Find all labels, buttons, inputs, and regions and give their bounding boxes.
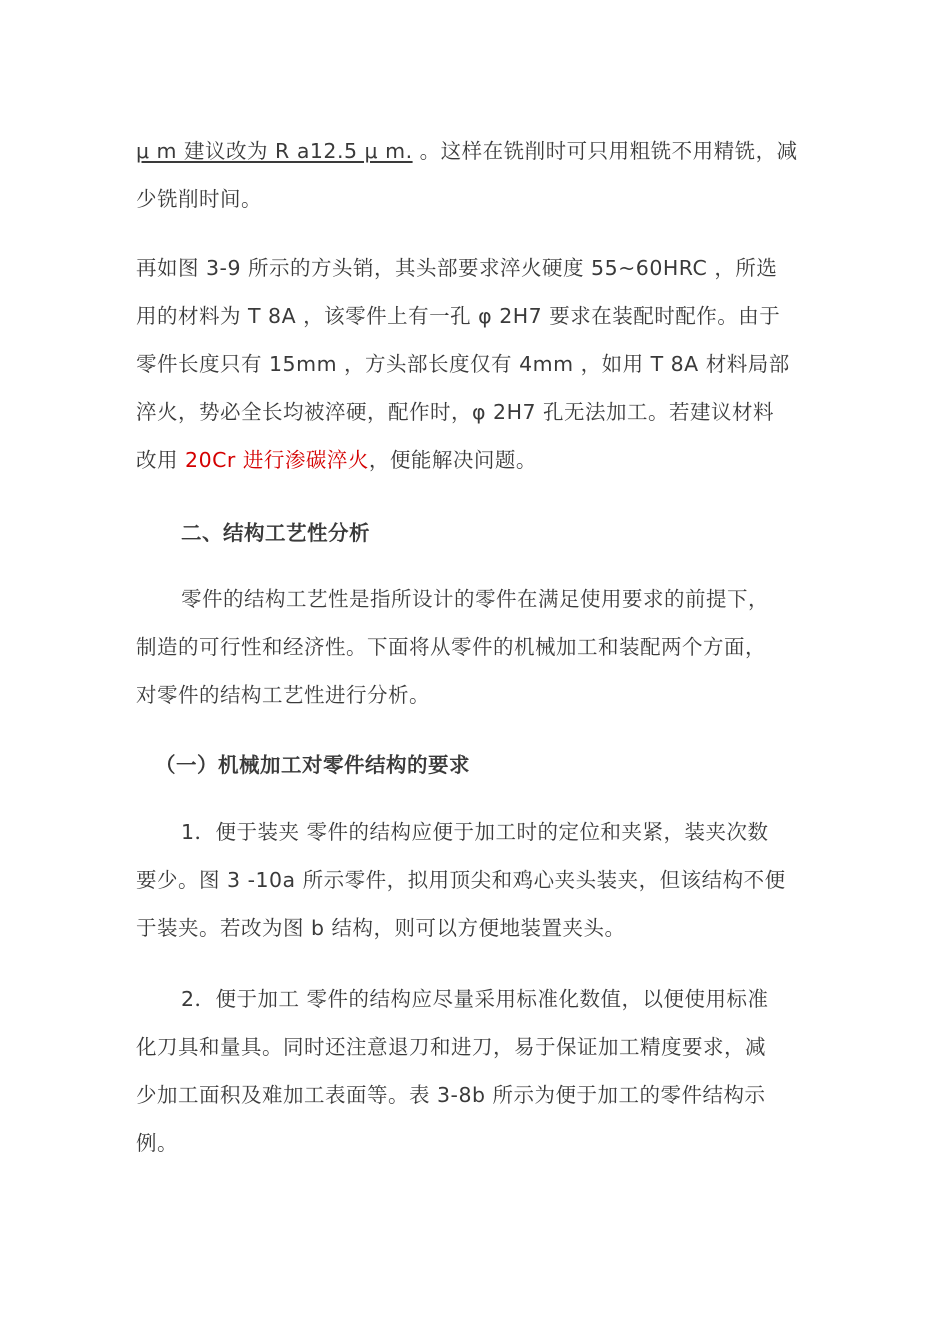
paragraph-line: 淬火，势必全长均被淬硬，配作时，φ 2H7 孔无法加工。若建议材料 (136, 400, 775, 424)
paragraph-line (136, 436, 836, 484)
paragraph-line: 零件的结构工艺性是指所设计的零件在满足使用要求的前提下， (181, 587, 769, 611)
paragraph-line: 例。 (136, 1131, 178, 1155)
paragraph-line: 1．便于装夹 零件的结构应便于加工时的定位和夹紧，装夹次数 (181, 820, 769, 844)
paragraph-line (136, 127, 836, 175)
paragraph-machining (136, 975, 836, 1167)
paragraph-line: 制造的可行性和经济性。下面将从零件的机械加工和装配两个方面， (136, 635, 766, 659)
paragraph-line: 2．便于加工 零件的结构应尽量采用标准化数值，以便使用标准 (181, 987, 769, 1011)
paragraph-line: 再如图 3-9 所示的方头销，其头部要求淬火硬度 55~60HRC ，所选 (136, 256, 778, 280)
underlined-text: μ m 建议改为 R a12.5 μ m. (136, 139, 413, 163)
paragraph-square-pin (136, 244, 836, 484)
paragraph-line: 于装夹。若改为图 b 结构，则可以方便地装置夹头。 (136, 916, 626, 940)
highlighted-text: 20Cr 进行渗碳淬火 (185, 448, 369, 472)
paragraph-clamping (136, 808, 836, 952)
paragraph-line: 少铣削时间。 (136, 187, 262, 211)
paragraph-roughness (136, 127, 836, 223)
paragraph-structure-intro (136, 575, 836, 719)
paragraph-line: 少加工面积及难加工表面等。表 3-8b 所示为便于加工的零件结构示 (136, 1083, 766, 1107)
paragraph-line: 要少。图 3 -10a 所示零件，拟用顶尖和鸡心夹头装夹，但该结构不便 (136, 868, 786, 892)
paragraph-line: 对零件的结构工艺性进行分析。 (136, 683, 430, 707)
paragraph-line: 零件长度只有 15mm ，方头部长度仅有 4mm ，如用 T 8A 材料局部 (136, 352, 790, 376)
subsection-heading: （一）机械加工对零件结构的要求 (155, 753, 470, 777)
text-span: ，便能解决问题。 (368, 448, 537, 472)
paragraph-line: 用的材料为 T 8A ，该零件上有一孔 φ 2H7 要求在装配时配作。由于 (136, 304, 781, 328)
section-heading: 二、结构工艺性分析 (181, 521, 370, 545)
text-span: 改用 (136, 448, 186, 472)
text-span: 。这样在铣削时可只用粗铣不用精铣，减 (412, 139, 798, 163)
paragraph-line: 化刀具和量具。同时还注意退刀和进刀，易于保证加工精度要求，减 (136, 1035, 766, 1059)
